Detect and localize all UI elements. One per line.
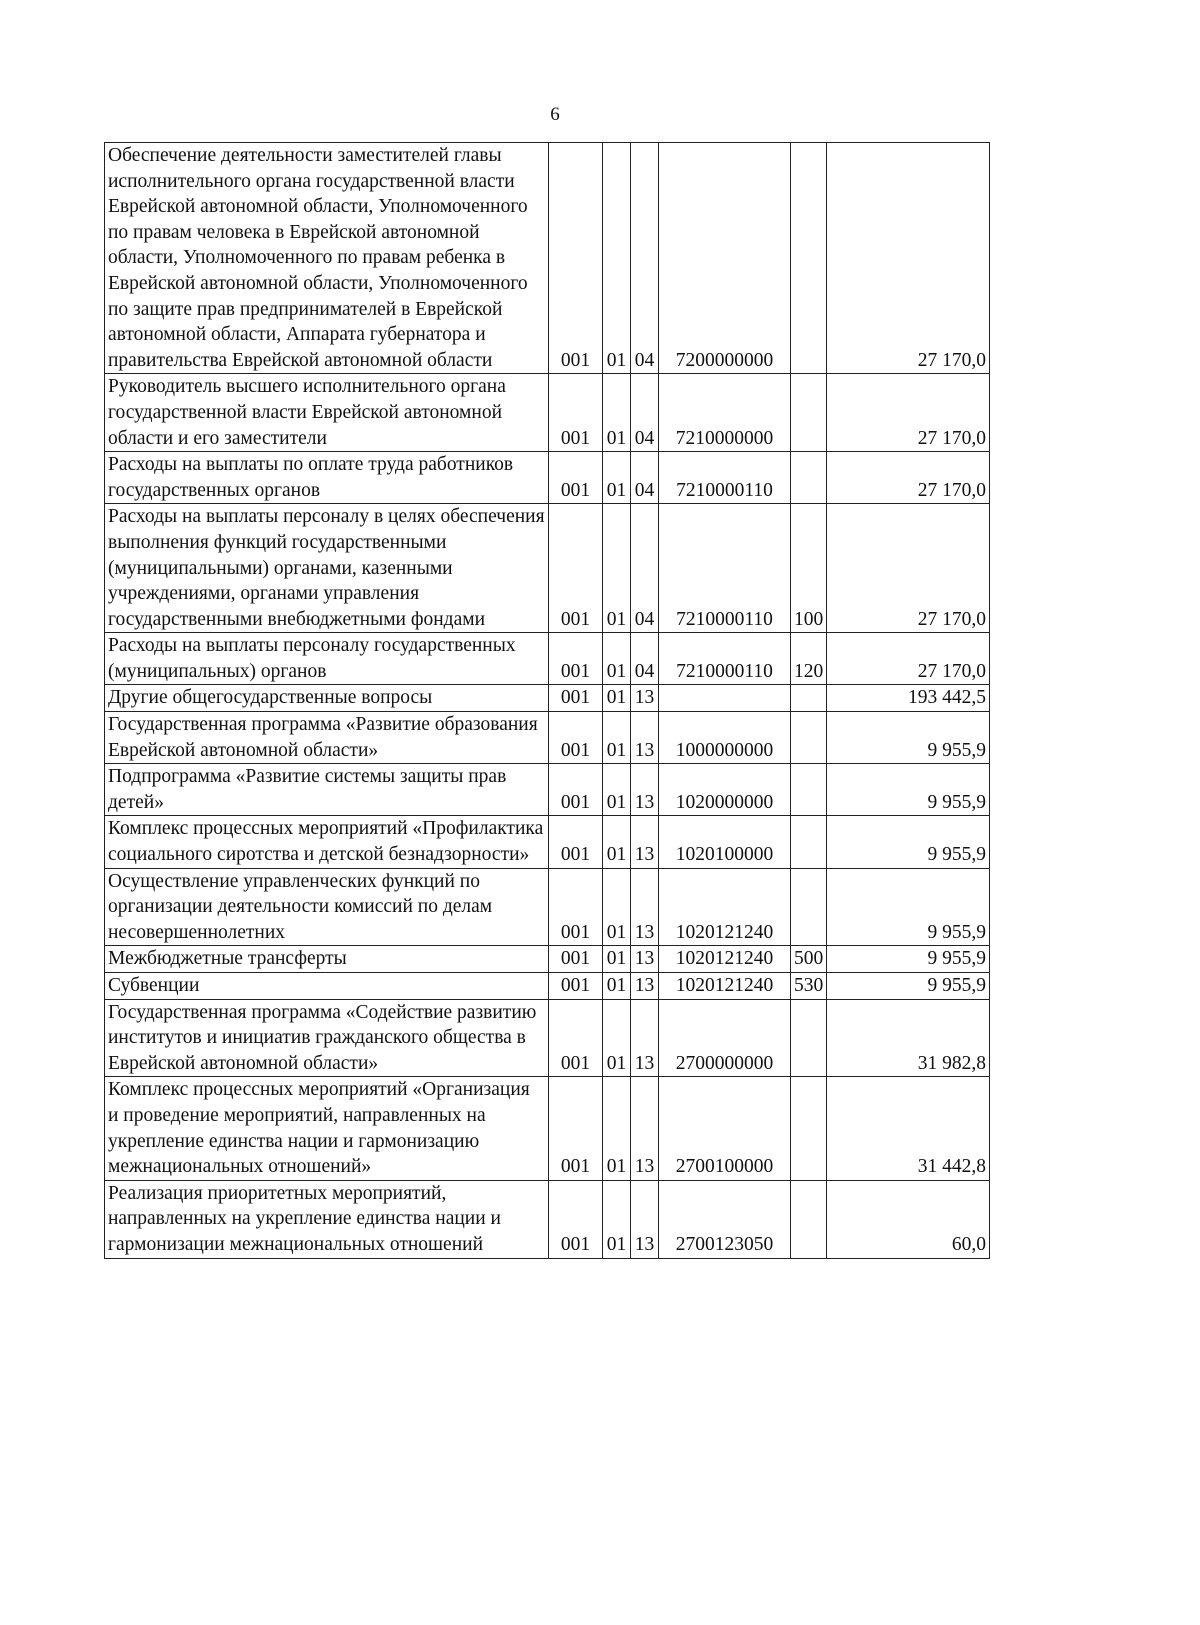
table-row xyxy=(105,685,990,712)
section-code: 01 xyxy=(603,946,631,973)
subsection-code: 13 xyxy=(631,764,659,816)
table-row xyxy=(105,712,990,764)
target-article-code: 2700000000 xyxy=(659,999,791,1077)
ministry-code: 001 xyxy=(549,868,603,946)
subsection-code: 13 xyxy=(631,973,659,1000)
amount-value: 27 170,0 xyxy=(827,374,990,452)
row-name: Расходы на выплаты персоналу государственных (муниципальных) органов xyxy=(105,633,549,685)
expense-type-code xyxy=(791,1180,827,1258)
expense-type-code xyxy=(791,816,827,868)
subsection-code: 13 xyxy=(631,1180,659,1258)
subsection-code: 13 xyxy=(631,816,659,868)
budget-table-body xyxy=(105,143,990,1259)
section-code: 01 xyxy=(603,1180,631,1258)
table-row xyxy=(105,946,990,973)
page-number: 6 xyxy=(550,104,560,125)
subsection-code: 04 xyxy=(631,374,659,452)
target-article-code: 7210000110 xyxy=(659,452,791,504)
expense-type-code xyxy=(791,764,827,816)
ministry-code: 001 xyxy=(549,1180,603,1258)
subsection-code: 13 xyxy=(631,712,659,764)
target-article-code: 1020000000 xyxy=(659,764,791,816)
section-code: 01 xyxy=(603,816,631,868)
section-code: 01 xyxy=(603,452,631,504)
table-row xyxy=(105,504,990,633)
row-name: Руководитель высшего исполнительного органа государственной власти Еврейской автономной области и его заместители xyxy=(105,374,549,452)
expense-type-code xyxy=(791,712,827,764)
ministry-code: 001 xyxy=(549,504,603,633)
ministry-code: 001 xyxy=(549,374,603,452)
expense-type-code: 120 xyxy=(791,633,827,685)
ministry-code: 001 xyxy=(549,633,603,685)
row-name: Реализация приоритетных мероприятий, направленных на укрепление единства нации и гармонизации межнациональных отношений xyxy=(105,1180,549,1258)
table-row xyxy=(105,764,990,816)
ministry-code: 001 xyxy=(549,1077,603,1180)
target-article-code: 1020121240 xyxy=(659,973,791,1000)
amount-value: 9 955,9 xyxy=(827,946,990,973)
ministry-code: 001 xyxy=(549,685,603,712)
table-row xyxy=(105,816,990,868)
table-row xyxy=(105,868,990,946)
amount-value: 193 442,5 xyxy=(827,685,990,712)
expense-type-code xyxy=(791,685,827,712)
amount-value: 9 955,9 xyxy=(827,868,990,946)
amount-value: 9 955,9 xyxy=(827,816,990,868)
ministry-code: 001 xyxy=(549,712,603,764)
amount-value: 9 955,9 xyxy=(827,973,990,1000)
subsection-code: 13 xyxy=(631,868,659,946)
target-article-code xyxy=(659,685,791,712)
amount-value: 27 170,0 xyxy=(827,633,990,685)
row-name: Комплекс процессных мероприятий «Профилактика социального сиротства и детской безнадзорности» xyxy=(105,816,549,868)
table-row xyxy=(105,374,990,452)
target-article-code: 2700123050 xyxy=(659,1180,791,1258)
row-name: Расходы на выплаты по оплате труда работников государственных органов xyxy=(105,452,549,504)
target-article-code: 2700100000 xyxy=(659,1077,791,1180)
subsection-code: 13 xyxy=(631,946,659,973)
table-row xyxy=(105,452,990,504)
section-code: 01 xyxy=(603,374,631,452)
expense-type-code xyxy=(791,374,827,452)
ministry-code: 001 xyxy=(549,452,603,504)
target-article-code: 7210000000 xyxy=(659,374,791,452)
expense-type-code: 100 xyxy=(791,504,827,633)
section-code: 01 xyxy=(603,1077,631,1180)
ministry-code: 001 xyxy=(549,973,603,1000)
row-name: Государственная программа «Содействие развитию институтов и инициатив гражданского общества в Еврейской автономной области» xyxy=(105,999,549,1077)
row-name: Обеспечение деятельности заместителей главы исполнительного органа государственной власти Еврейской автономной области, Уполномоченного по правам человека в Еврейской автономной области, Уполномоченного по правам ребенка в Еврейской автономной области, Уполномоченного по защите прав предпринимателей в Еврейской автономной области, Аппарата губернатора и правительства Еврейской автономной области xyxy=(105,143,549,374)
row-name: Государственная программа «Развитие образования Еврейской автономной области» xyxy=(105,712,549,764)
subsection-code: 04 xyxy=(631,504,659,633)
table-row xyxy=(105,999,990,1077)
section-code: 01 xyxy=(603,712,631,764)
expense-type-code: 530 xyxy=(791,973,827,1000)
amount-value: 27 170,0 xyxy=(827,452,990,504)
section-code: 01 xyxy=(603,504,631,633)
row-name: Осуществление управленческих функций по организации деятельности комиссий по делам несовершеннолетних xyxy=(105,868,549,946)
ministry-code: 001 xyxy=(549,764,603,816)
expense-type-code xyxy=(791,143,827,374)
row-name: Расходы на выплаты персоналу в целях обеспечения выполнения функций государственными (муниципальными) органами, казенными учреждениями, органами управления государственными внебюджетными фондами xyxy=(105,504,549,633)
row-name: Межбюджетные трансферты xyxy=(105,946,549,973)
ministry-code: 001 xyxy=(549,143,603,374)
row-name: Другие общегосударственные вопросы xyxy=(105,685,549,712)
section-code: 01 xyxy=(603,973,631,1000)
section-code: 01 xyxy=(603,999,631,1077)
section-code: 01 xyxy=(603,868,631,946)
subsection-code: 04 xyxy=(631,452,659,504)
table-row xyxy=(105,143,990,374)
amount-value: 31 982,8 xyxy=(827,999,990,1077)
expense-type-code: 500 xyxy=(791,946,827,973)
amount-value: 31 442,8 xyxy=(827,1077,990,1180)
ministry-code: 001 xyxy=(549,999,603,1077)
subsection-code: 04 xyxy=(631,143,659,374)
table-row xyxy=(105,633,990,685)
expense-type-code xyxy=(791,868,827,946)
row-name: Субвенции xyxy=(105,973,549,1000)
amount-value: 27 170,0 xyxy=(827,143,990,374)
subsection-code: 13 xyxy=(631,685,659,712)
subsection-code: 13 xyxy=(631,999,659,1077)
target-article-code: 1020121240 xyxy=(659,868,791,946)
expense-type-code xyxy=(791,452,827,504)
section-code: 01 xyxy=(603,143,631,374)
ministry-code: 001 xyxy=(549,946,603,973)
section-code: 01 xyxy=(603,685,631,712)
target-article-code: 7210000110 xyxy=(659,633,791,685)
amount-value: 9 955,9 xyxy=(827,712,990,764)
budget-table xyxy=(104,142,990,1259)
amount-value: 9 955,9 xyxy=(827,764,990,816)
target-article-code: 1000000000 xyxy=(659,712,791,764)
ministry-code: 001 xyxy=(549,816,603,868)
section-code: 01 xyxy=(603,633,631,685)
row-name: Подпрограмма «Развитие системы защиты прав детей» xyxy=(105,764,549,816)
row-name: Комплекс процессных мероприятий «Организация и проведение мероприятий, направленных на укрепление единства нации и гармонизацию межнациональных отношений» xyxy=(105,1077,549,1180)
subsection-code: 04 xyxy=(631,633,659,685)
expense-type-code xyxy=(791,999,827,1077)
target-article-code: 1020100000 xyxy=(659,816,791,868)
table-row xyxy=(105,973,990,1000)
amount-value: 60,0 xyxy=(827,1180,990,1258)
amount-value: 27 170,0 xyxy=(827,504,990,633)
target-article-code: 7210000110 xyxy=(659,504,791,633)
table-row xyxy=(105,1180,990,1258)
target-article-code: 1020121240 xyxy=(659,946,791,973)
subsection-code: 13 xyxy=(631,1077,659,1180)
table-row xyxy=(105,1077,990,1180)
section-code: 01 xyxy=(603,764,631,816)
expense-type-code xyxy=(791,1077,827,1180)
target-article-code: 7200000000 xyxy=(659,143,791,374)
